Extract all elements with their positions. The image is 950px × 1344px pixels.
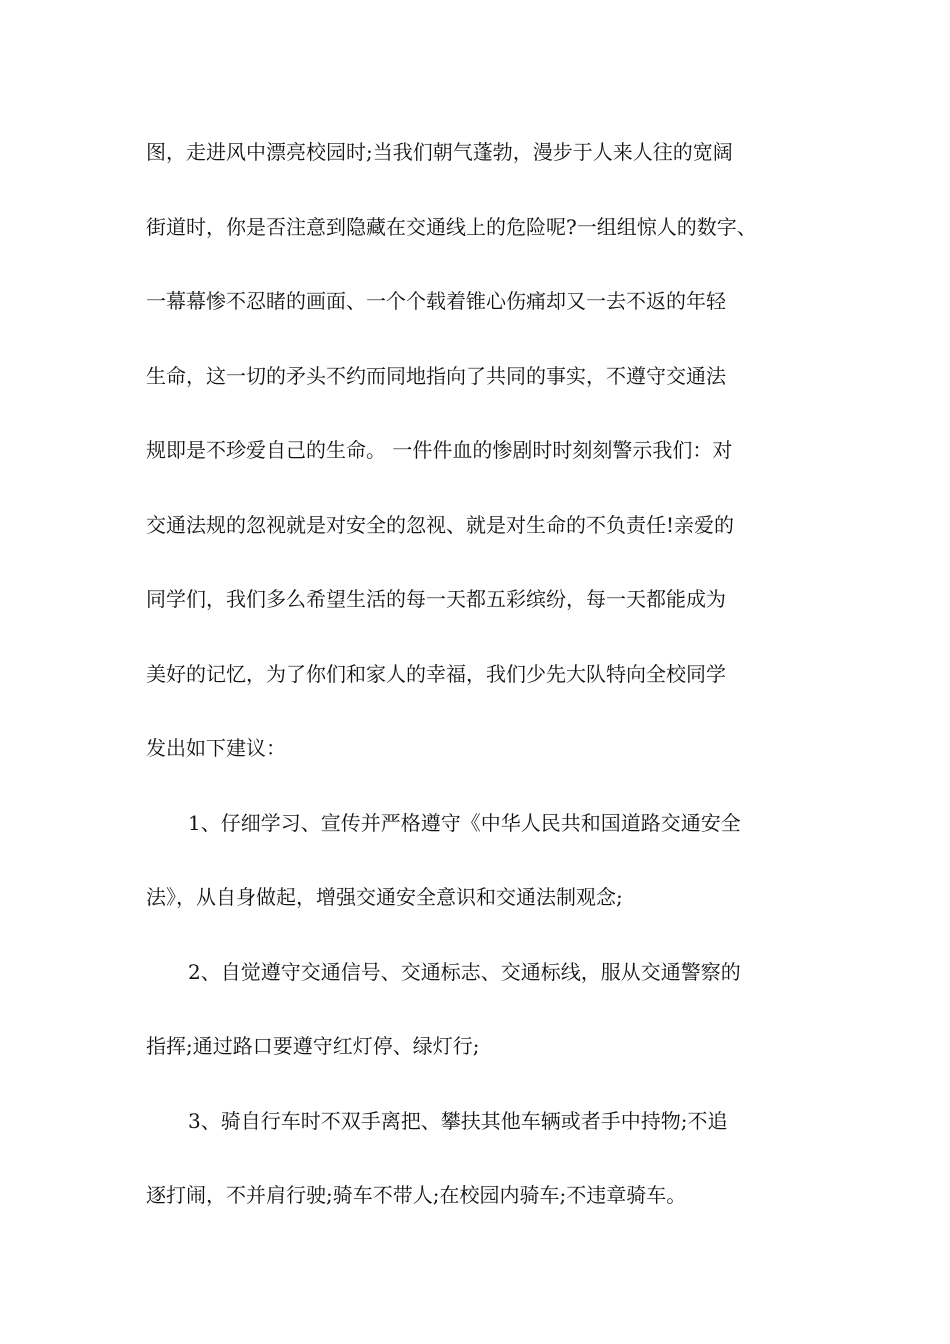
list-item-3-line-1: 3、骑自行车时不双手离把、攀扶其他车辆或者手中持物;不追 [188, 1108, 728, 1133]
text-line: 交通法规的忽视就是对安全的忽视、就是对生命的不负责任!亲爱的 [146, 512, 735, 537]
list-item-1-line-2: 法》，从自身做起，增强交通安全意识和交通法制观念; [146, 885, 623, 909]
text-line: 美好的记忆，为了你们和家人的幸福，我们少先大队特向全校同学 [146, 661, 726, 686]
list-item-2-line-1: 2、自觉遵守交通信号、交通标志、交通标线，服从交通警察的 [188, 959, 741, 984]
list-item-3-line-2: 逐打闹，不并肩行驶;骑车不带人;在校园内骑车;不违章骑车。 [146, 1183, 687, 1207]
text-line: 一幕幕惨不忍睹的画面、一个个载着锥心伤痛却又一去不返的年轻 [146, 289, 726, 313]
document-body [146, 130, 806, 1248]
text-line: 街道时，你是否注意到隐藏在交通线上的危险呢?一组组惊人的数字、 [146, 214, 757, 239]
text-line: 规即是不珍爱自己的生命。 一件件血的惨剧时时刻刻警示我们：对 [146, 438, 733, 462]
text-line: 发出如下建议： [146, 736, 286, 760]
text-line: 生命，这一切的矛头不约而同地指向了共同的事实，不遵守交通法 [146, 363, 726, 388]
text-line: 同学们，我们多么希望生活的每一天都五彩缤纷，每一天都能成为 [146, 587, 726, 611]
list-item-2-line-2: 指挥;通过路口要遵守红灯停、绿灯行; [146, 1034, 480, 1058]
list-item-1-line-1: 1、仔细学习、宣传并严格遵守《中华人民共和国道路交通安全 [188, 810, 741, 835]
text-line: 图，走进风中漂亮校园时;当我们朝气蓬勃，漫步于人来人往的宽阔 [146, 140, 733, 164]
